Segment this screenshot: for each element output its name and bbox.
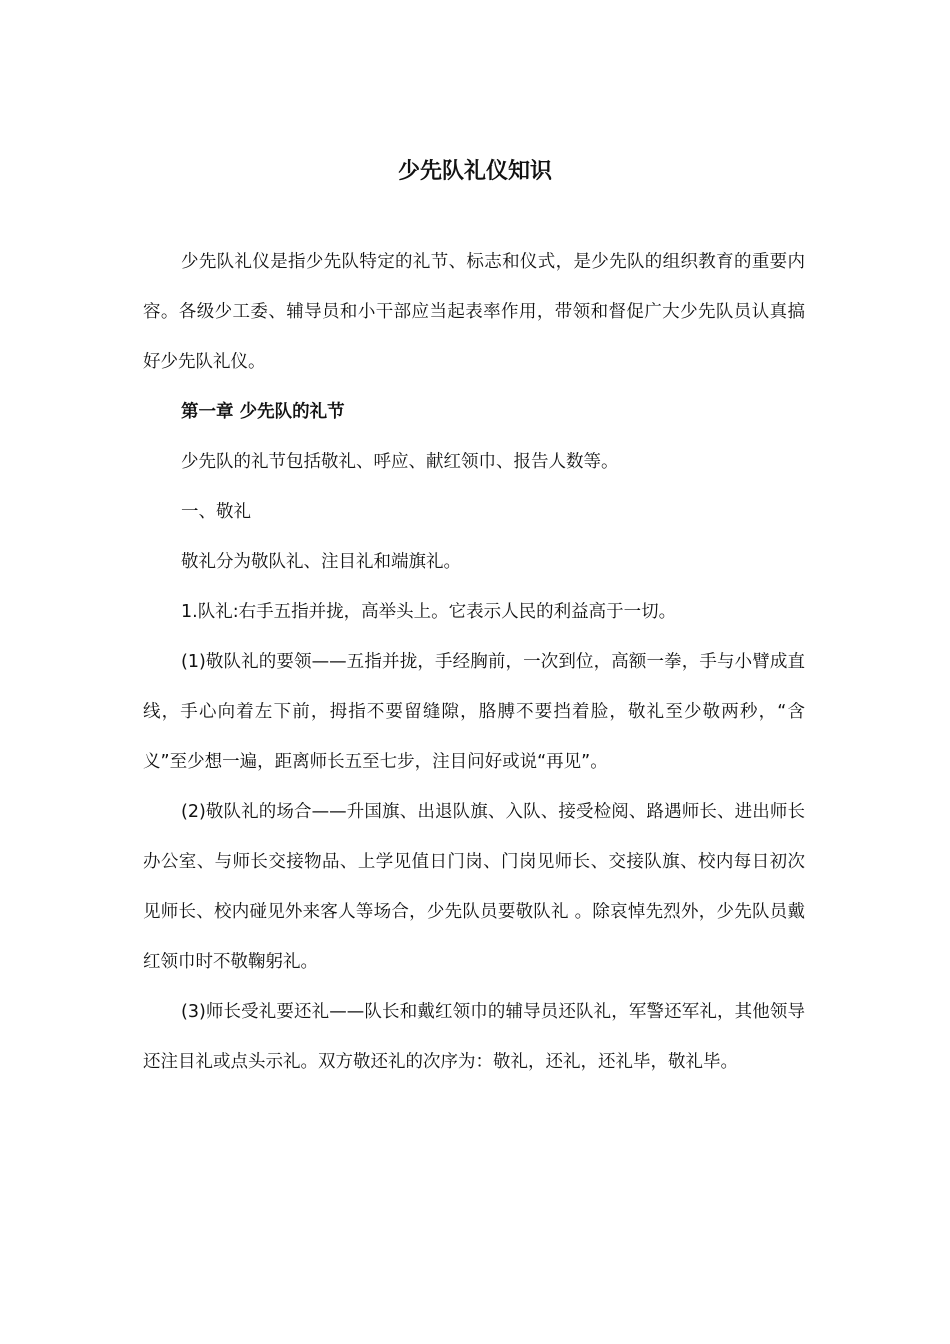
intro-paragraph: 少先队礼仪是指少先队特定的礼节、标志和仪式，是少先队的组织教育的重要内容。各级少工委、辅导员和小干部应当起表率作用，带领和督促广大少先队员认真搞好少先队礼仪。 xyxy=(143,252,805,372)
team-salute-paragraph: 1.队礼:右手五指并拢，高举头上。它表示人民的利益高于一切。 xyxy=(181,602,677,622)
salute-occasions-paragraph: (2)敬队礼的场合——升国旗、出退队旗、入队、接受检阅、路遇师长、进出师长办公室、与师长交接物品、上学见值日门岗、门岗见师长、交接队旗、校内每日初次见师长、校内碰见外来客人等场合，少先队员要敬队礼 。除哀悼先烈外，少先队员戴红领巾时不敬鞠躬礼。 xyxy=(143,802,805,972)
salute-essentials-paragraph: (1)敬队礼的要领——五指并拢，手经胸前，一次到位，高额一拳，手与小臂成直线，手心向着左下前，拇指不要留缝隙，胳膊不要挡着脸，敬礼至少敬两秒，“含义”至少想一遍，距离师长五至七步，注目问好或说“再见”。 xyxy=(143,652,805,772)
document-title: 少先队礼仪知识 xyxy=(397,159,552,184)
etiquette-overview-paragraph: 少先队的礼节包括敬礼、呼应、献红领巾、报告人数等。 xyxy=(181,452,619,472)
section-heading-salute: 一、敬礼 xyxy=(181,502,251,522)
salute-types-paragraph: 敬礼分为敬队礼、注目礼和端旗礼。 xyxy=(181,552,461,572)
chapter-heading: 第一章 少先队的礼节 xyxy=(181,402,345,422)
return-salute-paragraph: (3)师长受礼要还礼——队长和戴红领巾的辅导员还队礼，军警还军礼，其他领导还注目礼或点头示礼。双方敬还礼的次序为：敬礼，还礼，还礼毕，敬礼毕。 xyxy=(143,1002,805,1072)
